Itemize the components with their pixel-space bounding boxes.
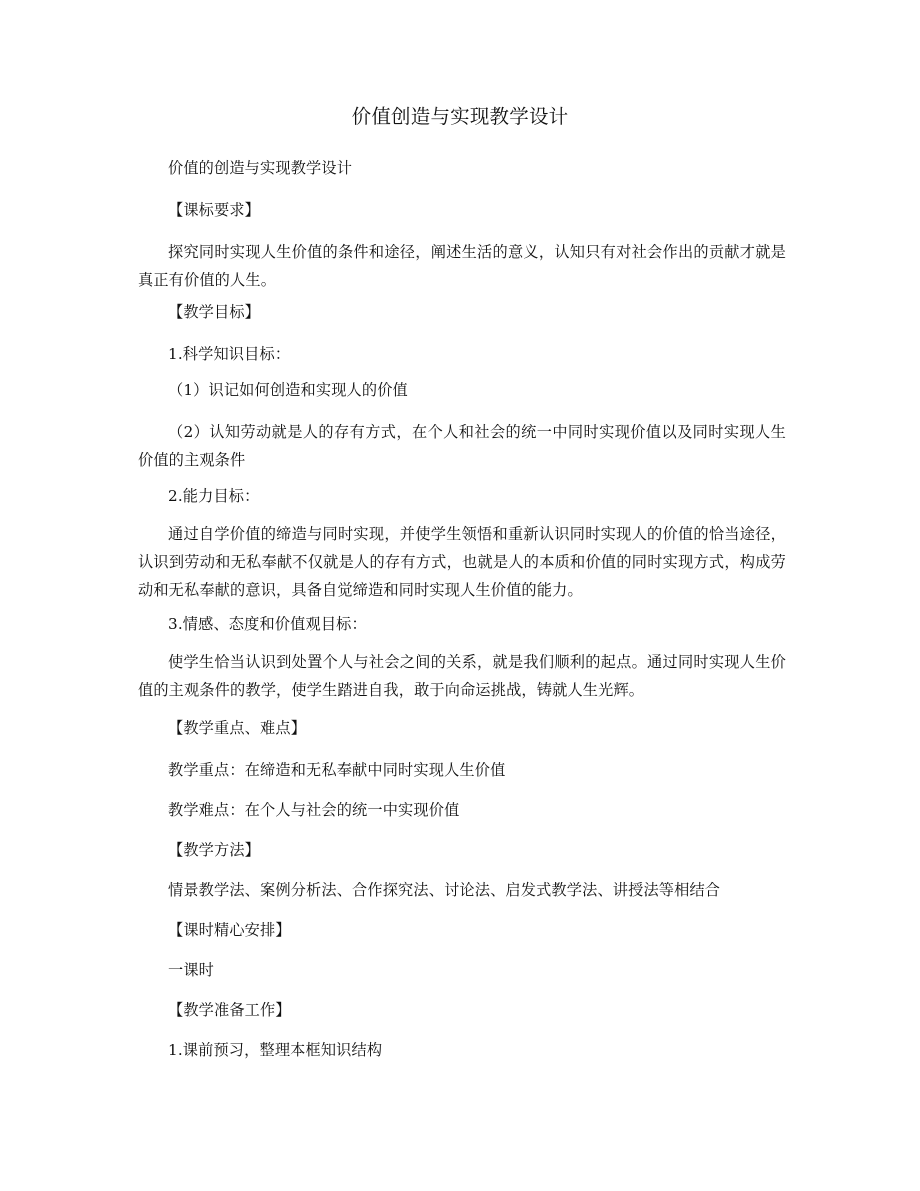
goal-knowledge-heading: 1.科学知识目标： [168,345,291,363]
goal-knowledge-item-2: （2）认知劳动就是人的存有方式，在个人和社会的统一中同时实现价值以及同时实现人生价值的主观条件 [138,423,786,469]
goal-emotion-paragraph: 使学生恰当认识到处置个人与社会之间的关系，就是我们顺利的起点。通过同时实现人生价值的主观条件的教学，使学生踏进自我，敢于向命运挑战，铸就人生光辉。 [138,653,786,699]
teaching-methods-paragraph: 情景教学法、案例分析法、合作探究法、讨论法、启发式教学法、讲授法等相结合 [168,881,721,899]
goal-ability-heading: 2.能力目标： [168,487,260,505]
section-heading-class-schedule: 【课时精心安排】 [168,921,291,939]
document-title: 价值创造与实现教学设计 [351,105,569,128]
section-heading-teaching-methods: 【教学方法】 [168,841,261,859]
goal-ability-paragraph: 通过自学价值的缔造与同时实现，并使学生领悟和重新认识同时实现人的价值的恰当途径，认识到劳动和无私奉献不仅就是人的存有方式，也就是人的本质和价值的同时实现方式，构成劳动和无私奉献的意识，具备自觉缔造和同时实现人生价值的能力。 [138,525,786,599]
section-heading-curriculum-standard: 【课标要求】 [168,201,261,219]
subtitle-paragraph: 价值的创造与实现教学设计 [168,159,353,177]
section-heading-teaching-goals: 【教学目标】 [168,303,261,321]
difficult-point-paragraph: 教学难点：在个人与社会的统一中实现价值 [168,801,460,819]
section-heading-key-points: 【教学重点、难点】 [168,719,307,737]
class-schedule-paragraph: 一课时 [168,961,215,979]
section-heading-preparation: 【教学准备工作】 [168,1001,291,1019]
key-point-paragraph: 教学重点：在缔造和无私奉献中同时实现人生价值 [168,761,506,779]
goal-emotion-heading: 3.情感、态度和价值观目标： [168,615,367,633]
preparation-item-1: 1.课前预习，整理本框知识结构 [168,1041,383,1059]
goal-knowledge-item-1: （1）识记如何创造和实现人的价值 [168,381,408,399]
curriculum-standard-paragraph: 探究同时实现人生价值的条件和途径，阐述生活的意义，认知只有对社会作出的贡献才就是真正有价值的人生。 [138,243,786,289]
